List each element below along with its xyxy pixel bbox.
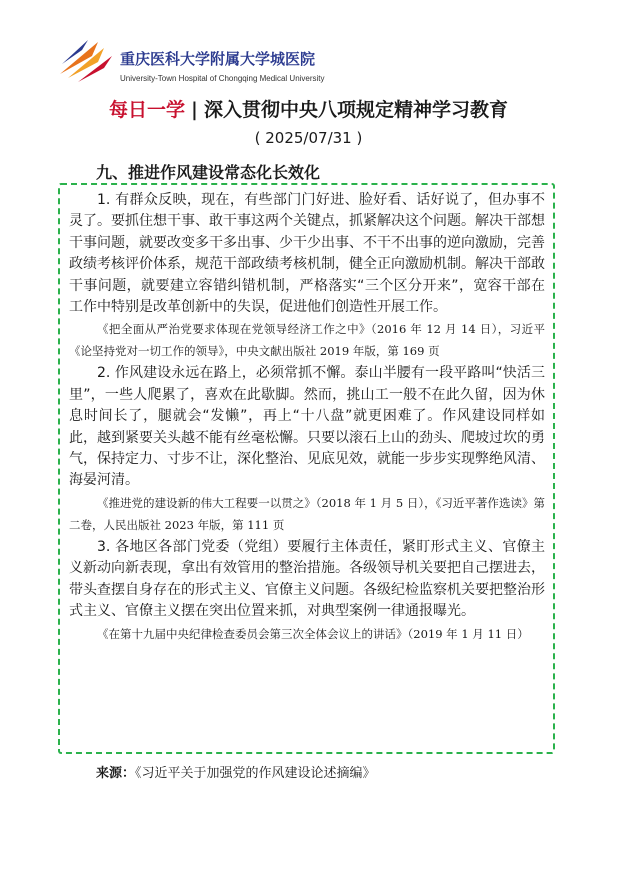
quote-source-1: 《把全面从严治党要求体现在党领导经济工作之中》（2016 年 12 月 14 日），习近平《论坚持党对一切工作的领导》，中央文献出版社 2019 年版，第 169 页 bbox=[69, 322, 545, 359]
quote-paragraph-2: 2. 作风建设永远在路上，必须常抓不懈。泰山半腰有一段平路叫“快活三里”，一些人爬累了，喜欢在此歇脚。然而，挑山工一般不在此久留，因为休息时间长了，腿就会“发懒”，再上“十八盘”就更困难了。作风建设同样如此，越到紧要关头越不能有丝毫松懈。只要以滚石上山的劲头、爬坡过坎的勇气，保持定力、寸步不让，深化整治、见底见效，就能一步步实现弊绝风清、海晏河清。 bbox=[69, 365, 545, 489]
quote-paragraph-3: 3. 各地区各部门党委（党组）要履行主体责任，紧盯形式主义、官僚主义新动向新表现，拿出有效管用的整治措施。各级领导机关要把自己摆进去，带头查摆自身存在的形式主义、官僚主义问题。各级纪检监察机关要把整治形式主义、官僚主义摆在突出位置来抓，对典型案例一律通报曝光。 bbox=[69, 538, 545, 620]
source-footer bbox=[96, 762, 376, 781]
content-box bbox=[58, 183, 555, 754]
quote-source-2: 《推进党的建设新的伟大工程要一以贯之》（2018 年 1 月 5 日），《习近平著作选读》第二卷，人民出版社 2023 年版，第 111 页 bbox=[69, 495, 545, 532]
title-main: 深入贯彻中央八项规定精神学习教育 bbox=[203, 99, 508, 121]
publish-date: ( 2025/07/31 ) bbox=[254, 129, 363, 147]
hospital-header bbox=[58, 34, 325, 90]
source-text: 《习近平关于加强党的作风建设论述摘编》 bbox=[135, 766, 376, 781]
hospital-logo-icon bbox=[58, 34, 118, 86]
quote-source-3: 《在第十九届中央纪律检查委员会第三次全体会议上的讲话》（2019 年 1 月 11 日） bbox=[97, 626, 529, 641]
quote-paragraph-1: 1. 有群众反映，现在，有些部门门好进、脸好看、话好说了，但办事不灵了。要抓住想干事、敢干事这两个关键点，抓紧解决这个问题。解决干部想干事问题，就要改变多干多出事、少干少出事、不干不出事的逆向激励，完善政绩考核评价体系，规范干部政绩考核机制，健全正向激励机制。解决干部敢干事问题，就要建立容错纠错机制，严格落实“三个区分开来”，宽容干部在工作中特别是改革创新中的失误，促进他们创造性开展工作。 bbox=[69, 192, 545, 316]
hospital-name-cn: 重庆医科大学附属大学城医院 bbox=[120, 50, 316, 68]
title-separator: | bbox=[191, 99, 198, 121]
page-title bbox=[0, 95, 617, 122]
title-prefix: 每日一学 bbox=[109, 99, 186, 121]
hospital-name-en: University-Town Hospital of Chongqing Medical University bbox=[120, 74, 325, 83]
section-title: 九、推进作风建设常态化长效化 bbox=[96, 163, 321, 182]
source-label: 来源： bbox=[96, 766, 136, 781]
